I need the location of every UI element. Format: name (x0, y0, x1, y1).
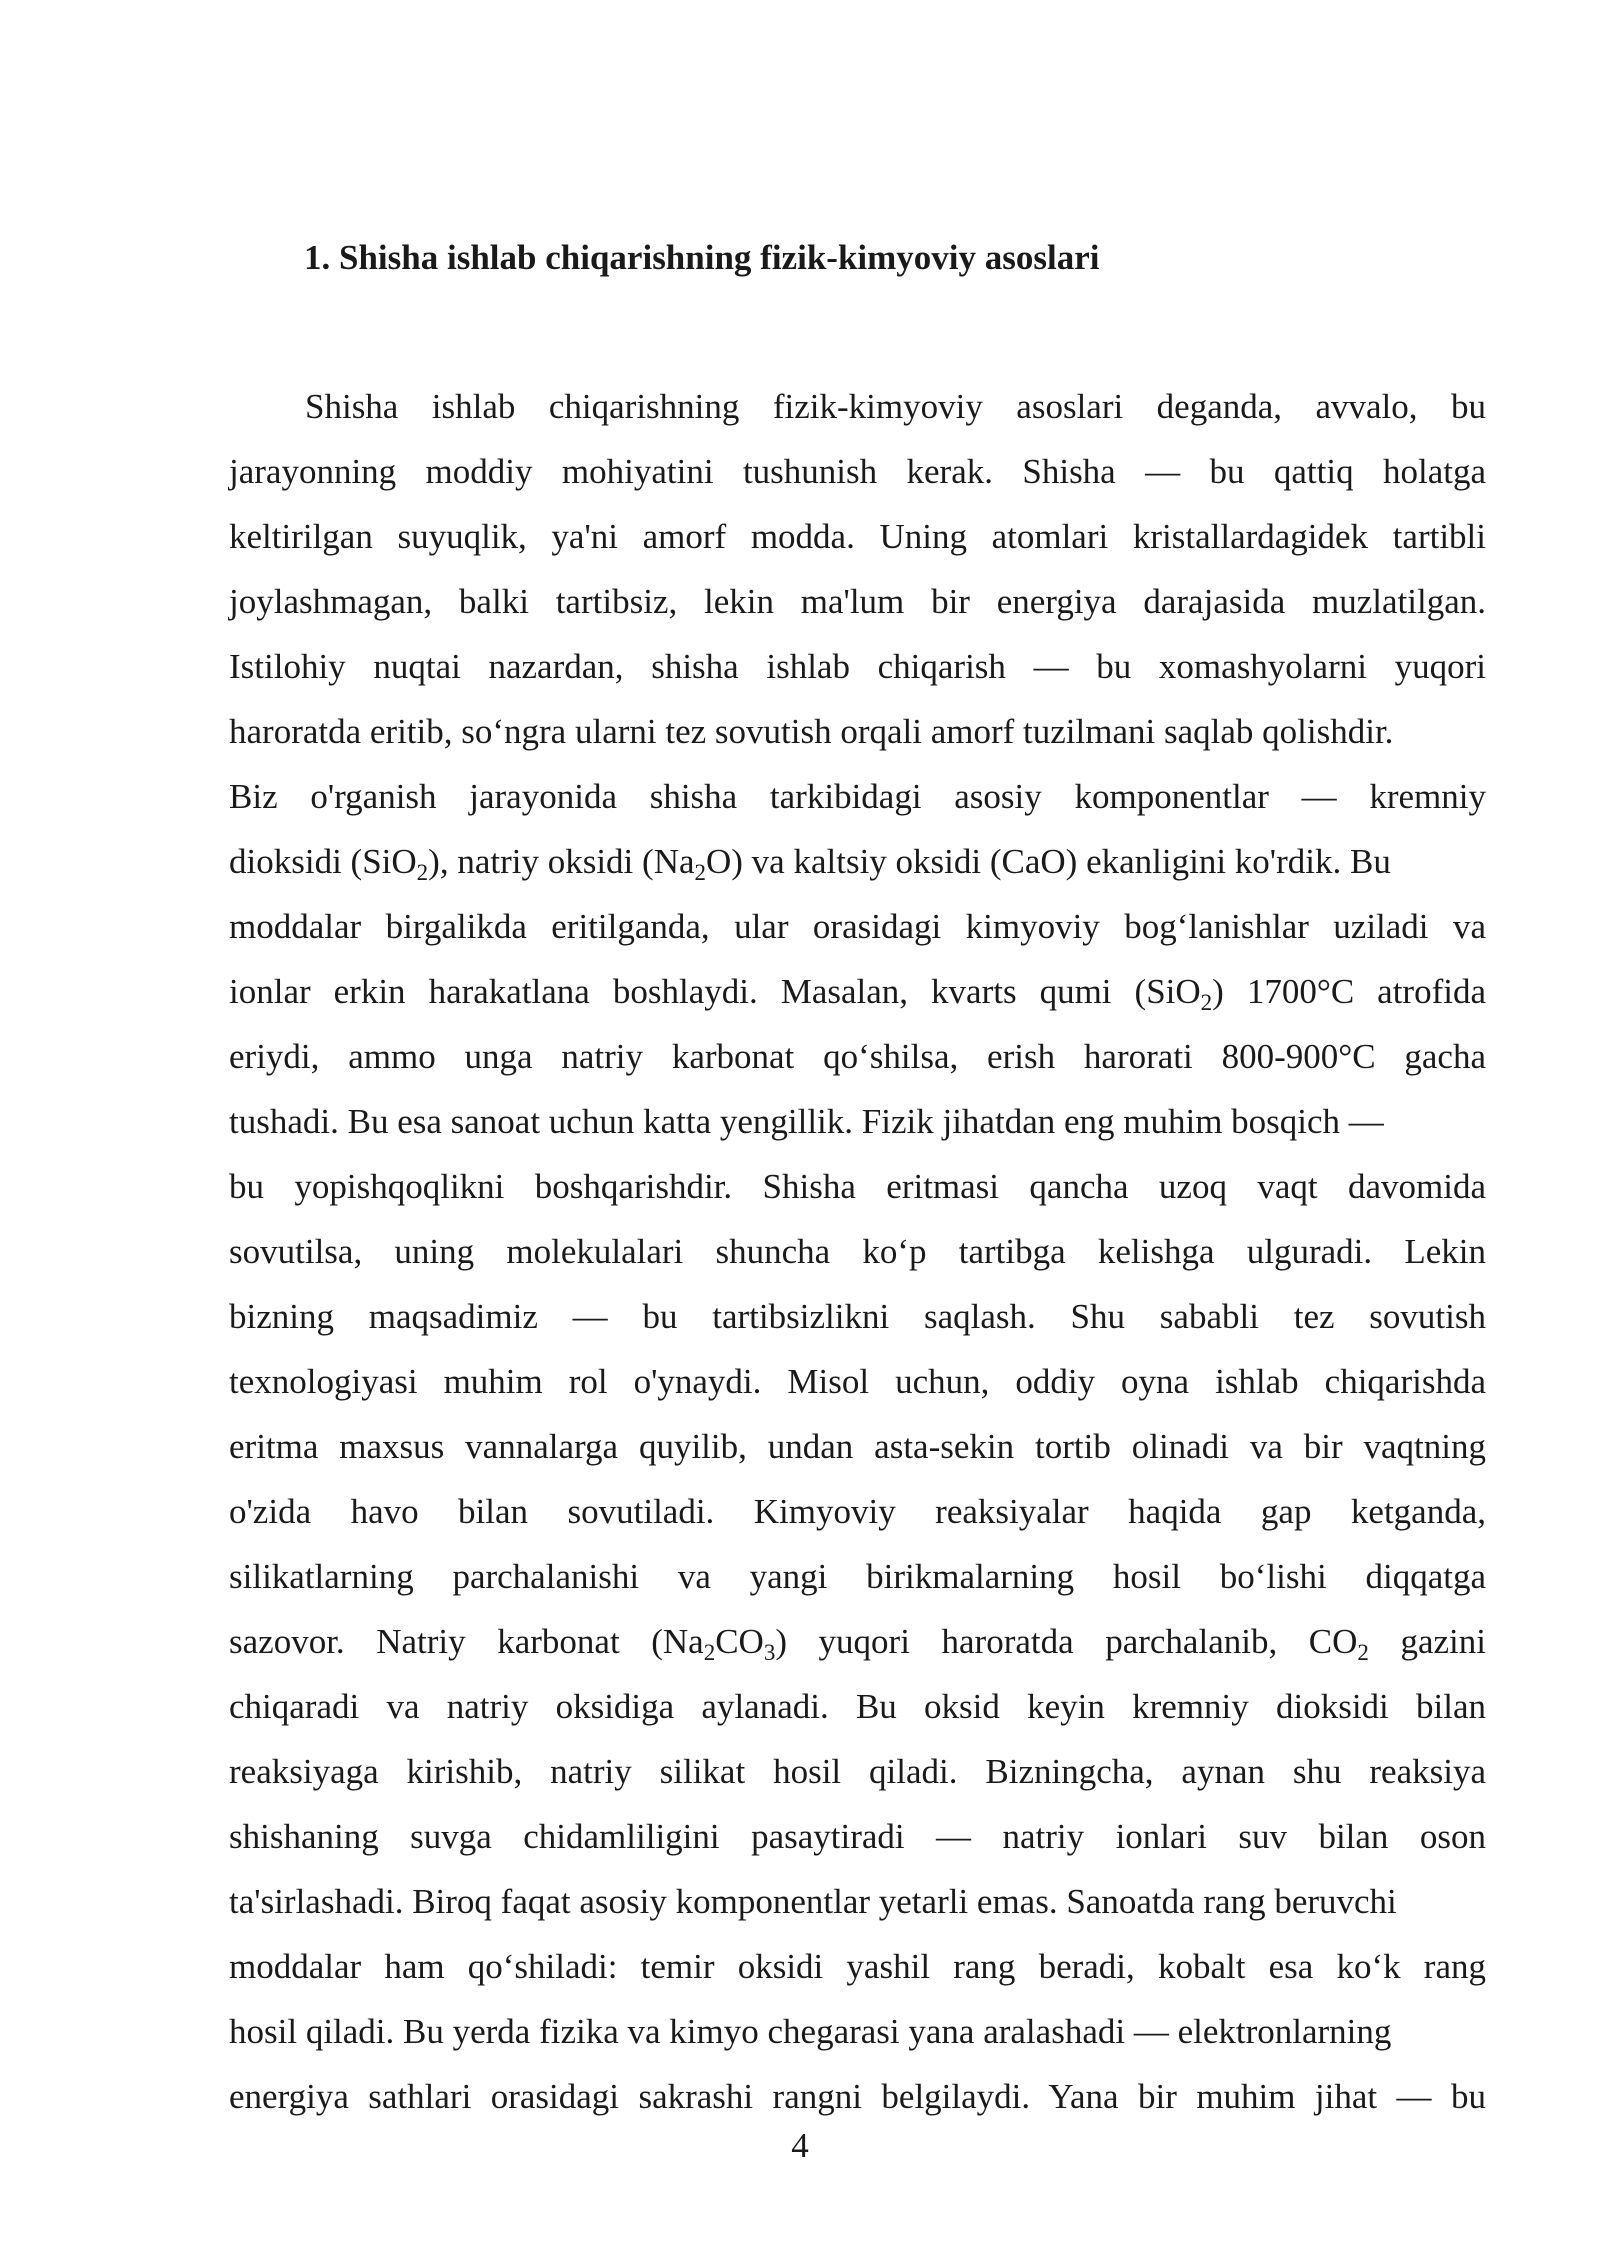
text-line (229, 894, 1486, 959)
text-line (229, 1154, 1486, 1219)
text-run: moddalar ham qo‘shiladi: temir oksidi yashil rang beradi, kobalt esa ko‘k rang (229, 1947, 1486, 1986)
subscript: 2 (703, 1640, 716, 1665)
text-run: sazovor. Natriy karbonat (Na (229, 1622, 704, 1661)
text-line (229, 439, 1486, 504)
text-line (229, 829, 1486, 894)
text-run: haroratda eritib, so‘ngra ularni tez sovutish orqali amorf tuzilmani saqlab qolishdir. (229, 712, 1394, 751)
subscript: 2 (1357, 1640, 1369, 1665)
subscript: 2 (694, 860, 706, 885)
text-run: joylashmagan, balki tartibsiz, lekin ma'lum bir energiya darajasida muzlatilgan. (229, 582, 1486, 621)
text-run: Istilohiy nuqtai nazardan, shisha ishlab chiqarish — bu xomashyolarni yuqori (229, 647, 1486, 686)
text-run: reaksiyaga kirishib, natriy silikat hosil qiladi. Bizningcha, aynan shu reaksiya (229, 1752, 1486, 1791)
text-line (229, 959, 1486, 1024)
text-run: sovutilsa, uning molekulalari shuncha ko‘p tartibga kelishga ulguradi. Lekin (229, 1232, 1486, 1271)
text-run: hosil qiladi. Bu yerda fizika va kimyo chegarasi yana aralashadi — elektronlarning (229, 2012, 1392, 2051)
section-heading: 1. Shisha ishlab chiqarishning fizik-kimyoviy asoslari (304, 238, 1100, 277)
text-line (229, 1804, 1486, 1869)
text-line (229, 1544, 1486, 1609)
text-run: chiqaradi va natriy oksidiga aylanadi. Bu oksid keyin kremniy dioksidi bilan (229, 1687, 1486, 1726)
text-run: ta'sirlashadi. Biroq faqat asosiy komponentlar yetarli emas. Sanoatda rang beruvchi (229, 1882, 1397, 1921)
text-run: jarayonning moddiy mohiyatini tushunish kerak. Shisha — bu qattiq holatga (229, 452, 1486, 491)
text-run: keltirilgan suyuqlik, ya'ni amorf modda. Uning atomlari kristallardagidek tartibli (229, 517, 1486, 556)
text-line (229, 1414, 1486, 1479)
text-run: ), natriy oksidi (Na (428, 842, 695, 881)
text-line (229, 634, 1486, 699)
text-line (229, 1934, 1486, 1999)
text-line (229, 1349, 1486, 1414)
text-line (229, 569, 1486, 634)
text-line (229, 1284, 1486, 1349)
text-run: O) va kaltsiy oksidi (CaO) ekanligini ko'rdik. Bu (706, 842, 1391, 881)
text-run: ) 1700°C atrofida (1212, 972, 1486, 1011)
text-line (229, 2064, 1486, 2129)
subscript: 2 (1200, 990, 1213, 1015)
text-run: silikatlarning parchalanishi va yangi birikmalarning hosil bo‘lishi diqqatga (229, 1557, 1486, 1596)
text-run: ionlar erkin harakatlana boshlaydi. Masalan, kvarts qumi (SiO (229, 972, 1201, 1011)
text-line (229, 1999, 1486, 2064)
text-line (229, 1869, 1486, 1934)
text-line (229, 1479, 1486, 1544)
subscript: 3 (763, 1640, 776, 1665)
text-run: eritma maxsus vannalarga quyilib, undan asta-sekin tortib olinadi va bir vaqtning (229, 1427, 1486, 1466)
text-run: moddalar birgalikda eritilganda, ular orasidagi kimyoviy bog‘lanishlar uziladi va (229, 907, 1486, 946)
text-line (229, 699, 1486, 764)
body-paragraph (229, 374, 1486, 2129)
text-run: Biz o'rganish jarayonida shisha tarkibidagi asosiy komponentlar — kremniy (229, 777, 1486, 816)
text-run: dioksidi (SiO (229, 842, 417, 881)
text-line (229, 1089, 1486, 1154)
text-line (229, 1219, 1486, 1284)
text-run: ) yuqori haroratda parchalanib, CO (775, 1622, 1358, 1661)
text-line (229, 504, 1486, 569)
text-run: tushadi. Bu esa sanoat uchun katta yengillik. Fizik jihatdan eng muhim bosqich — (229, 1102, 1384, 1141)
text-run: CO (715, 1622, 764, 1661)
page-number: 4 (791, 2126, 809, 2165)
text-run: gazini (1368, 1622, 1486, 1661)
text-line (229, 374, 1486, 439)
text-run: shishaning suvga chidamliligini pasaytiradi — natriy ionlari suv bilan oson (229, 1817, 1486, 1856)
text-line (229, 1674, 1486, 1739)
text-run: o'zida havo bilan sovutiladi. Kimyoviy reaksiyalar haqida gap ketganda, (229, 1492, 1486, 1531)
text-run: energiya sathlari orasidagi sakrashi rangni belgilaydi. Yana bir muhim jihat — bu (229, 2077, 1486, 2116)
text-line (229, 1739, 1486, 1804)
text-run: texnologiyasi muhim rol o'ynaydi. Misol uchun, oddiy oyna ishlab chiqarishda (229, 1362, 1486, 1401)
subscript: 2 (416, 860, 429, 885)
text-line (229, 1609, 1486, 1674)
text-run: bizning maqsadimiz — bu tartibsizlikni saqlash. Shu sababli tez sovutish (229, 1297, 1486, 1336)
text-run: eriydi, ammo unga natriy karbonat qo‘shilsa, erish harorati 800-900°C gacha (229, 1037, 1486, 1076)
text-run: bu yopishqoqlikni boshqarishdir. Shisha eritmasi qancha uzoq vaqt davomida (229, 1167, 1486, 1206)
text-line (229, 764, 1486, 829)
text-line (229, 1024, 1486, 1089)
text-run: Shisha ishlab chiqarishning fizik-kimyoviy asoslari deganda, avvalo, bu (305, 387, 1486, 426)
